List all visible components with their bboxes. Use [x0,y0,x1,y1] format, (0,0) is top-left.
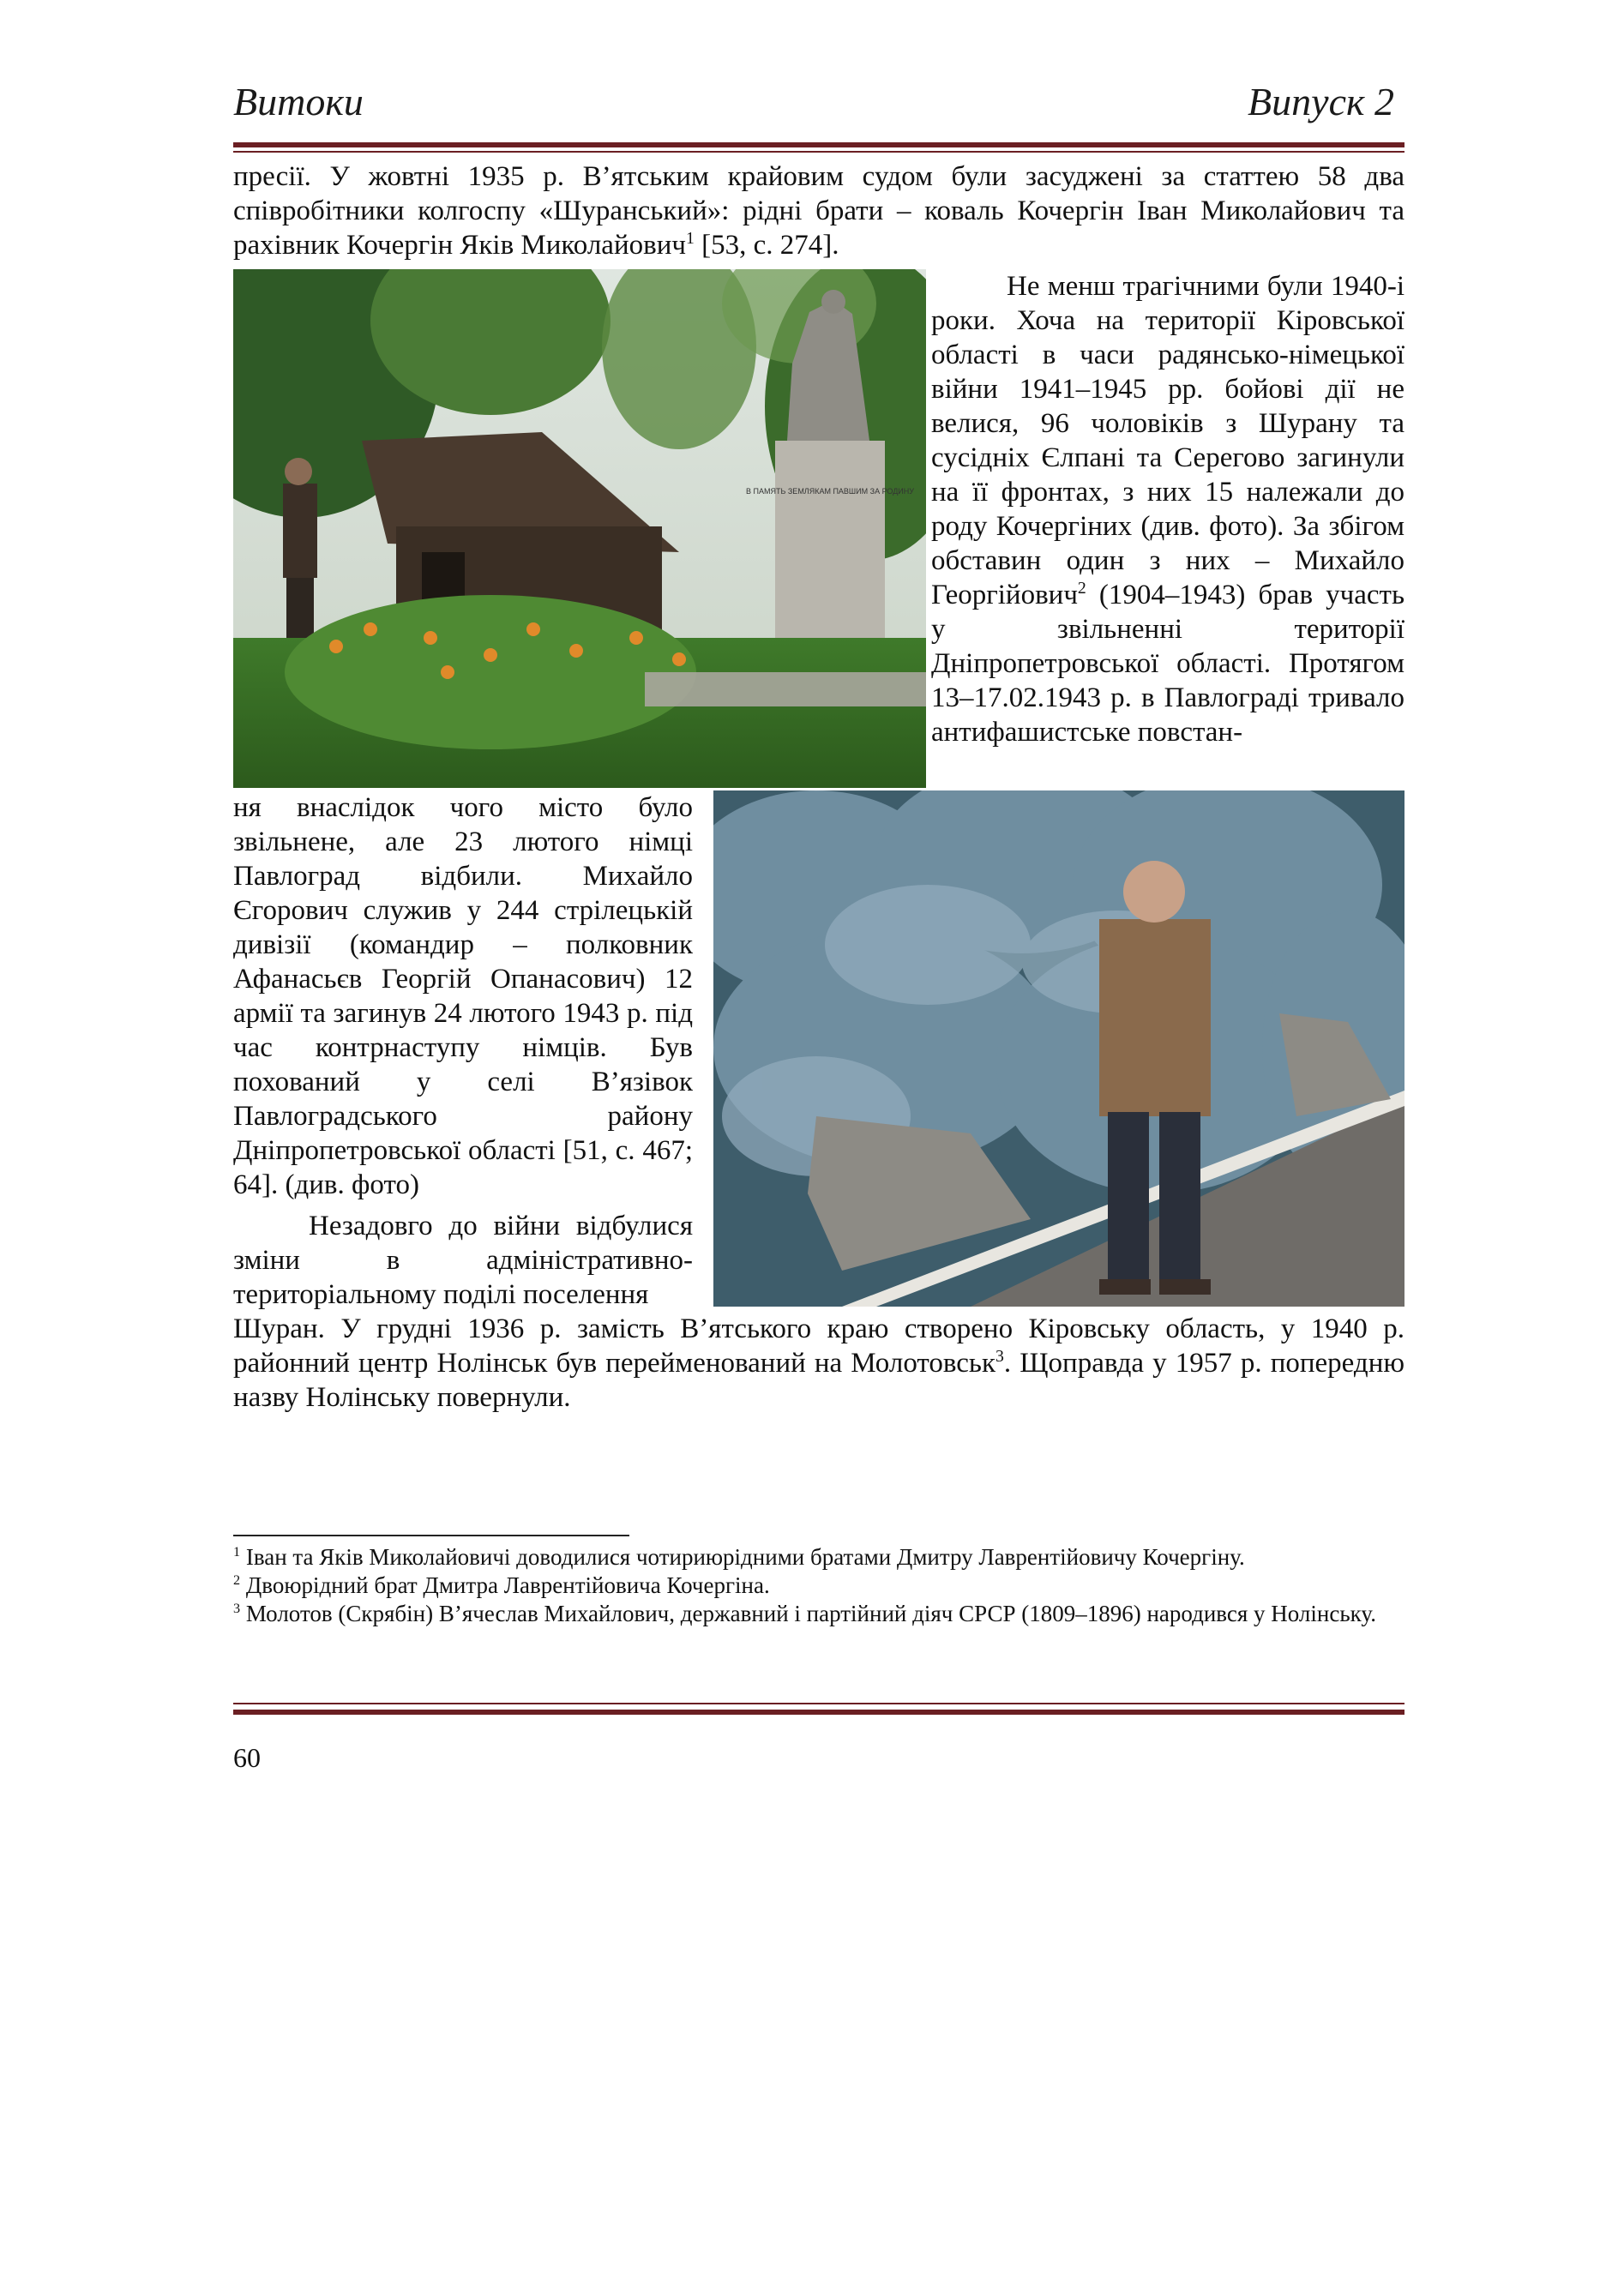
paragraph-3-left-column: Незадовго до війни відбулися зміни в адміністративно-територіальному поділі поселення [233,1211,693,1310]
footnotes [233,1543,1404,1628]
footnote-2: $^2$ Двоюрідний брат Дмитра Лаврентійовича Кочергіна. [233,1572,770,1598]
monument-photo [233,269,926,788]
issue-label: Випуск 2 [1248,80,1394,123]
memorial-photo [713,790,1404,1307]
footnote-3: $^3$ Молотов (Скрябін) В’ячеслав Михайлович, державний і партійний діяч СРСР (1809–1896) народився у Нолінську. [233,1601,1376,1626]
paragraph-3-full-width: Шуран. У грудні 1936 р. замість В’ятського краю створено Кіровську область, у 1940 р. районний центр Нолінськ був перейменований на Молотовськ$^3$. Щоправда у 1957 р. попередню назву Нолінську повернули. [233,1313,1405,1413]
paragraph-2-right-column: Не менш трагічними були 1940-і роки. Хоча на території Кіровської області в часи радянсько-німецької війни 1941–1945 рр. бойові дії не велися, 96 чоловіків з Шурану та сусідніх Єлпані та Серегово загинули на її фронтах, з них 15 належали до роду Кочергіних (див. фото). За збігом обставин один з них – Михайло Георгійович$^2$ (1904–1943) брав участь у звільненні території Дніпропетровської області. Протягом 13–17.02.1943 р. в Павлограді тривало антифашистське повстан- [931,271,1404,748]
paragraph-1: пресії. У жовтні 1935 р. В’ятським крайовим судом були засуджені за статтею 58 два співробітники колгоспу «Шуранський»: рідні брати – коваль Кочергін Іван Миколайович та рахівник Кочергін Яків Миколайович$^1$ [53, с. 274]. [233,161,1404,261]
footer-rule-thin [233,1703,1404,1704]
footer-rule [233,1710,1404,1715]
running-title: Витоки [233,80,364,123]
footnote-separator [233,1535,629,1536]
footnote-1: $^1$ Іван та Яків Миколайовичі доводилися чотириюрідними братами Дмитру Лаврентійовичу Кочергіну. [233,1544,1245,1570]
page-number: 60 [233,1742,261,1773]
monument-inscription: В ПАМЯТЬ ЗЕМЛЯКАМ ПАВШИМ ЗА РОДИНУ [746,487,914,496]
paragraph-2-left-column: ня внаслідок чого місто було звільнене, але 23 лютого німці Павлоград відбили. Михайло Єгорович служив у 244 стрілецькій дивізії (командир – полковник Афанасьєв Георгій Опанасович) 12 армії та загинув 24 лютого 1943 р. під час контрнаступу німців. Був похований у селі В’язівок Павлоградського району Дніпропетровської області [51, с. 467; 64]. (див. фото) [233,792,693,1200]
header-rule [233,142,1404,147]
header-rule-thin [233,151,1404,153]
